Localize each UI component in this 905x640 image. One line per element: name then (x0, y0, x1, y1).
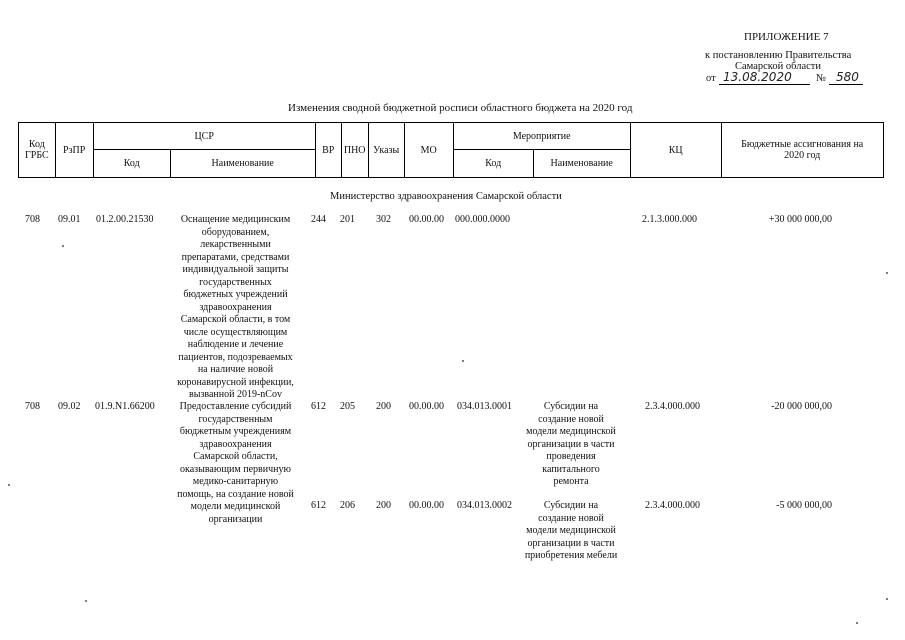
row2-pno: 205 (340, 401, 355, 412)
col-mo: МО (404, 123, 453, 178)
row2-mer-code: 034.013.0001 (457, 401, 512, 412)
scan-speck (8, 484, 10, 486)
scan-speck (62, 245, 64, 247)
scan-speck (462, 360, 464, 362)
row3-pno: 206 (340, 500, 355, 511)
row3-amount: -5 000 000,00 (776, 500, 832, 511)
row3-ukazy: 200 (376, 500, 391, 511)
col-mer-name: Наименование (533, 150, 630, 178)
date-prefix: от (706, 73, 716, 84)
col-budget: Бюджетные ассигнования на 2020 год (721, 123, 883, 178)
row2-csr-code: 01.9.N1.66200 (95, 401, 155, 412)
appendix-label: ПРИЛОЖЕНИЕ 7 (744, 31, 829, 43)
document-title: Изменения сводной бюджетной росписи областного бюджета на 2020 год (288, 102, 633, 114)
row1-vr: 244 (311, 214, 326, 225)
row2-amount: -20 000 000,00 (771, 401, 832, 412)
resolution-ref-line2: Самарской области (735, 61, 821, 72)
col-grbs: Код ГРБС (19, 123, 56, 178)
row1-amount: +30 000 000,00 (768, 214, 832, 225)
row3-vr: 612 (311, 500, 326, 511)
number-handwritten: 580 (836, 70, 859, 84)
row1-rzpr: 09.01 (58, 214, 81, 225)
row2-kc: 2.3.4.000.000 (645, 401, 700, 412)
row3-kc: 2.3.4.000.000 (645, 500, 700, 511)
scan-speck (886, 272, 888, 274)
number-prefix: № (816, 73, 827, 84)
col-mer-code: Код (453, 150, 533, 178)
date-underline (719, 84, 810, 85)
col-pno: ПНО (341, 123, 368, 178)
col-meropriyatie: Мероприятие (453, 123, 630, 150)
row1-csr-name: Оснащение медицинским оборудованием, лекарственными препаратами, средствами индивидуальной защиты государственных бюджетных учреждений здравоохранения Самарской области, в том числе осуществляющим наблюдение и лечение пациентов, подозреваемых на наличие новой коронавирусной инфекции, вызванной 2019-nCov (177, 214, 294, 400)
row1-ukazy: 302 (376, 214, 391, 225)
row1-grbs: 708 (25, 214, 40, 225)
col-csr-name: Наименование (170, 150, 315, 178)
row1-mer-code: 000.000.0000 (455, 214, 510, 225)
row1-csr-code: 01.2.00.21530 (96, 214, 154, 225)
scan-speck (85, 600, 87, 602)
row3-mo: 00.00.00 (409, 500, 444, 511)
col-kc: КЦ (630, 123, 721, 178)
col-vr: ВР (315, 123, 341, 178)
col-csr-code: Код (93, 150, 170, 178)
number-underline (829, 84, 863, 85)
row3-mer-code: 034.013.0002 (457, 500, 512, 511)
scan-speck (886, 598, 888, 600)
row3-mer-name: Субсидии на создание новой модели медицинской организации в части приобретения мебели (524, 500, 618, 561)
section-title: Министерство здравоохранения Самарской области (330, 191, 562, 202)
row2-ukazy: 200 (376, 401, 391, 412)
row2-mer-name: Субсидии на создание новой модели медицинской организации в части проведения капитального ремонта (526, 401, 616, 487)
table-header (18, 122, 884, 178)
row2-vr: 612 (311, 401, 326, 412)
row2-mo: 00.00.00 (409, 401, 444, 412)
scan-speck (856, 622, 858, 624)
col-rzpr: РзПР (55, 123, 93, 178)
row1-pno: 201 (340, 214, 355, 225)
row2-csr-name: Предоставление субсидий государственным бюджетным учреждениям здравоохранения Самарской области, оказывающим первичную медико-санитарную помощь, на создание новой модели медицинской организации (177, 401, 294, 525)
row2-rzpr: 09.02 (58, 401, 81, 412)
row1-mo: 00.00.00 (409, 214, 444, 225)
col-ukazy: Указы (368, 123, 404, 178)
date-handwritten: 13.08.2020 (723, 70, 792, 84)
col-csr: ЦСР (93, 123, 315, 150)
resolution-ref-line1: к постановлению Правительства (705, 50, 852, 61)
row1-kc: 2.1.3.000.000 (642, 214, 697, 225)
row2-grbs: 708 (25, 401, 40, 412)
